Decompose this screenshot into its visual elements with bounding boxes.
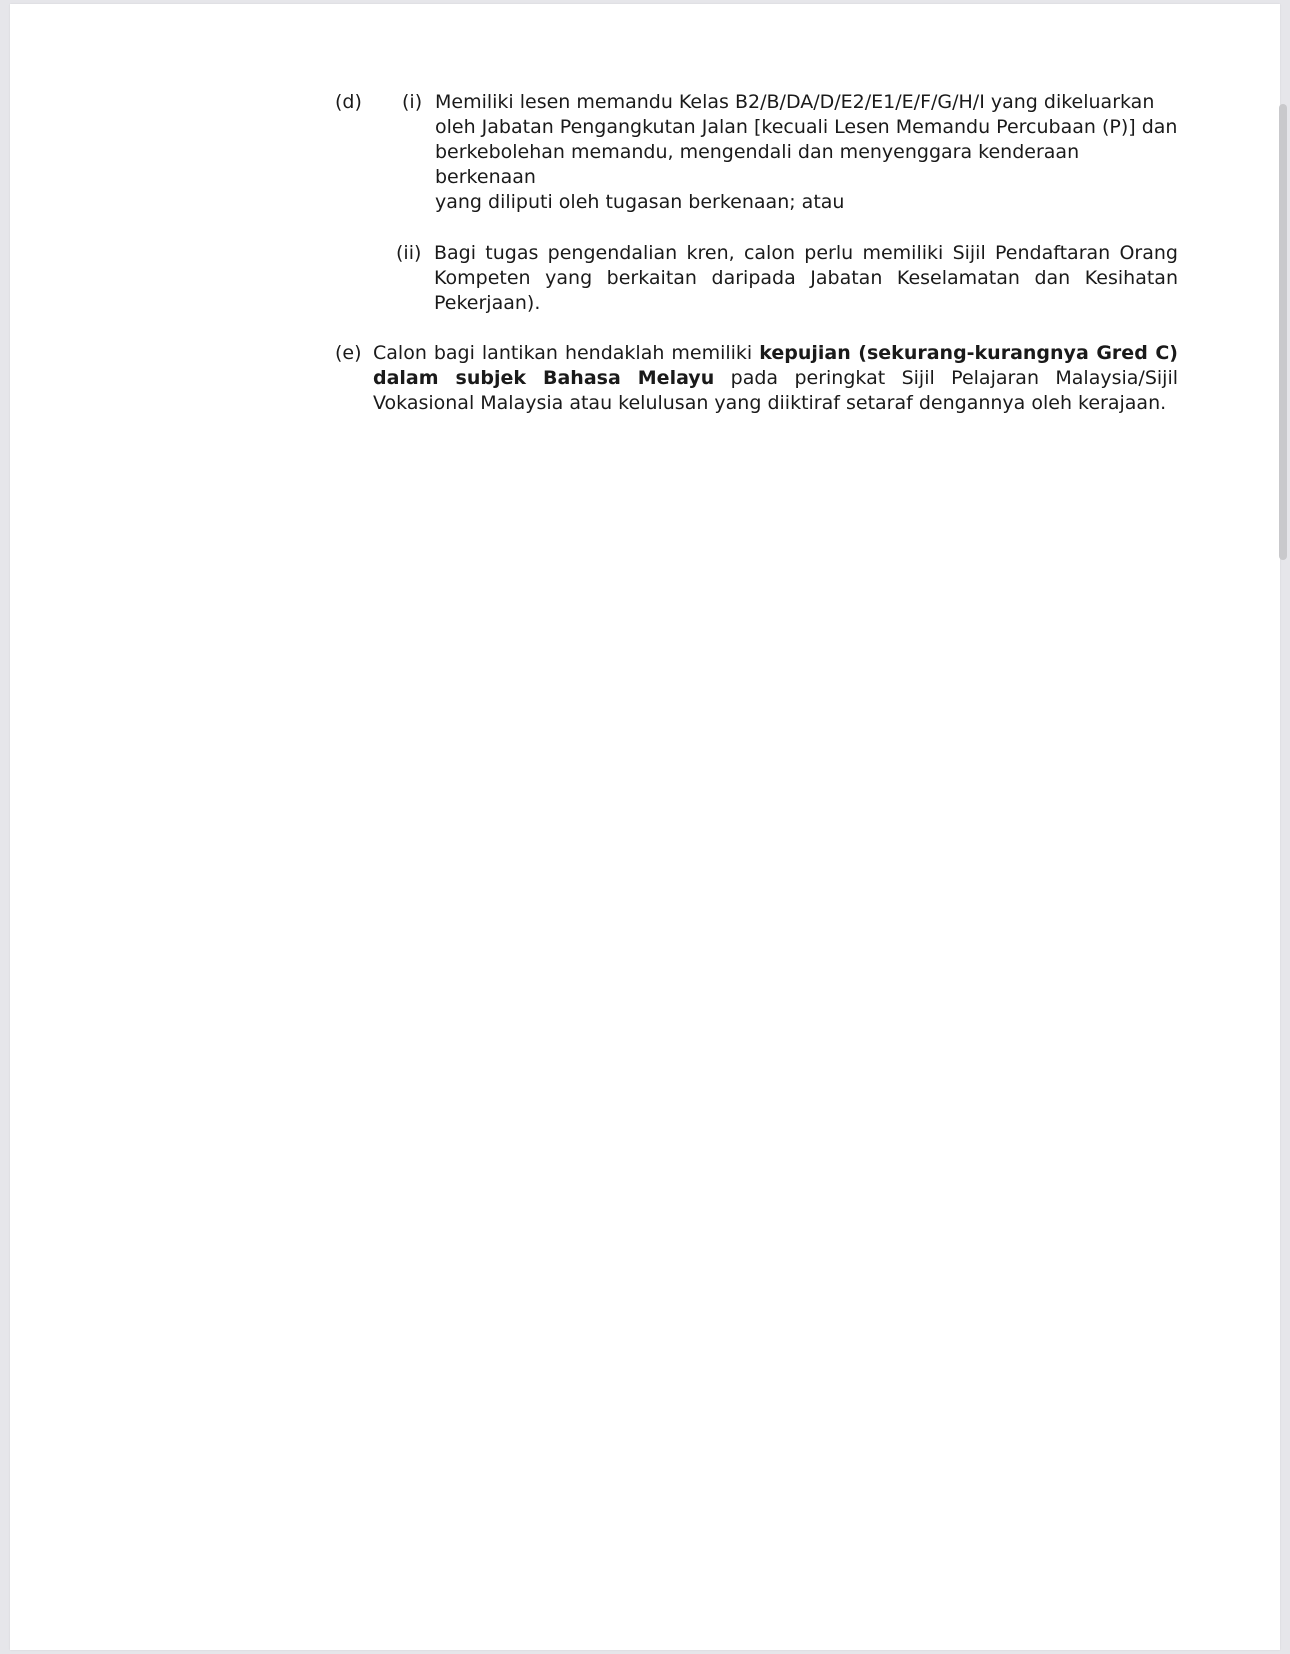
item-d-ii-line-1: Bagi tugas pengendalian kren, calon perlu memiliki Sijil Pendaftaran Orang — [434, 242, 1178, 264]
item-d-ii-line-3: Pekerjaan). — [434, 292, 541, 314]
item-e-line-1-plain: Calon bagi lantikan hendaklah memiliki — [373, 342, 760, 364]
item-d-i-line-3: berkebolehan memandu, mengendali dan menyenggara kenderaan berkenaan — [435, 141, 1080, 188]
item-e-line-1-bold: kepujian (sekurang-kurangnya Gred C) — [759, 342, 1178, 364]
scrollbar-thumb[interactable] — [1279, 104, 1287, 560]
item-d-i-line-1: Memiliki lesen memandu Kelas B2/B/DA/D/E2/E1/E/F/G/H/I yang dikeluarkan — [435, 91, 1155, 113]
item-d-i-text — [402, 90, 1182, 215]
item-d-ii-text — [434, 241, 1178, 316]
item-e-text — [373, 341, 1178, 416]
item-e-line-2-bold: dalam subjek Bahasa Melayu — [373, 367, 715, 389]
item-d-i-marker: (i) — [402, 91, 423, 113]
document-page — [10, 4, 1280, 1650]
vertical-scrollbar[interactable] — [1276, 0, 1290, 1654]
item-e-line-2-plain: pada peringkat Sijil Pelajaran Malaysia/Sijil — [714, 367, 1178, 389]
item-d-ii-marker: (ii) — [396, 242, 422, 264]
item-e-marker: (e) — [335, 342, 362, 364]
item-e-line-3: Vokasional Malaysia atau kelulusan yang diiktiraf setaraf dengannya oleh kerajaan. — [373, 392, 1167, 414]
item-d-i-line-2: oleh Jabatan Pengangkutan Jalan [kecuali Lesen Memandu Percubaan (P)] dan — [435, 116, 1178, 138]
item-e-line-2 — [373, 366, 1178, 391]
item-d-marker: (d) — [335, 91, 362, 113]
item-d-ii-line-2: Kompeten yang berkaitan daripada Jabatan Keselamatan dan Kesihatan — [434, 267, 1178, 289]
item-e-line-1 — [373, 341, 1178, 366]
item-d-i-line-4: yang diliputi oleh tugasan berkenaan; atau — [435, 191, 845, 213]
